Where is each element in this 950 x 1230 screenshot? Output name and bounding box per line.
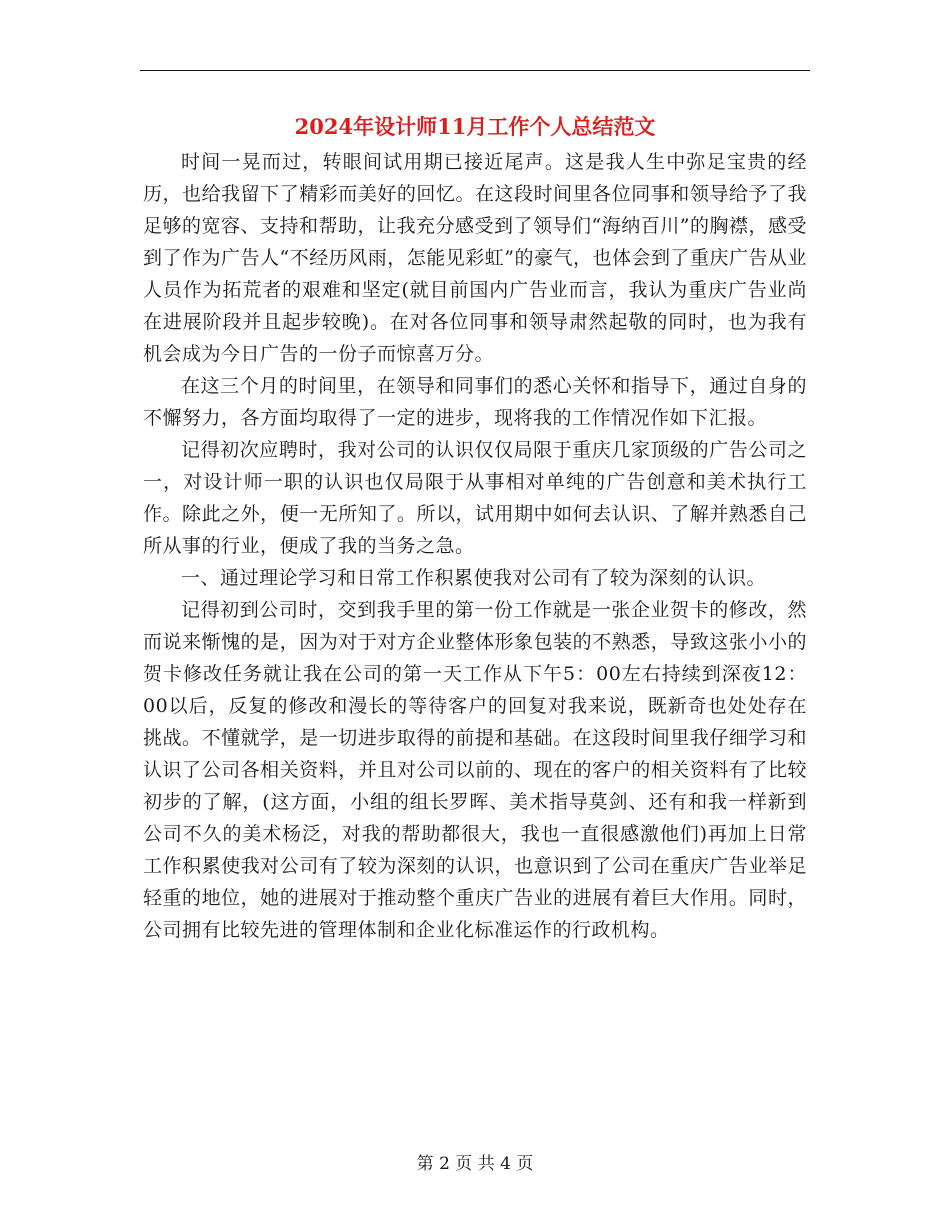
page-number: 第 2 页 共 4 页 [416,1154,534,1174]
paragraph: 时间一晃而过，转眼间试用期已接近尾声。这是我人生中弥足宝贵的经历，也给我留下了精彩而美好的回忆。在这段时间里各位同事和领导给予了我足够的宽容、支持和帮助，让我充分感受到了领导们“海纳百川”的胸襟，感受到了作为广告人“不经历风雨，怎能见彩虹”的豪气，也体会到了重庆广告从业人员作为拓荒者的艰难和坚定(就目前国内广告业而言，我认为重庆广告业尚在进展阶段并且起步较晚)。在对各位同事和领导肃然起敬的同时，也为我有机会成为今日广告的一份子而惊喜万分。 [143,151,807,365]
header-rule [140,70,810,71]
paragraph: 记得初次应聘时，我对公司的认识仅仅局限于重庆几家顶级的广告公司之一，对设计师一职的认识也仅局限于从事相对单纯的广告创意和美术执行工作。除此之外，便一无所知了。所以，试用期中如何去认识、了解并熟悉自己所从事的行业，便成了我的当务之急。 [143,439,807,557]
paragraph: 在这三个月的时间里，在领导和同事们的悉心关怀和指导下，通过自身的不懈努力，各方面均取得了一定的进步，现将我的工作情况作如下汇报。 [143,375,807,429]
document-body [143,146,807,946]
paragraph: 记得初到公司时，交到我手里的第一份工作就是一张企业贺卡的修改，然而说来惭愧的是，因为对于对方企业整体形象包装的不熟悉，导致这张小小的贺卡修改任务就让我在公司的第一天工作从下午5：00左右持续到深夜12：00以后，反复的修改和漫长的等待客户的回复对我来说，既新奇也处处存在挑战。不懂就学，是一切进步取得的前提和基础。在这段时间里我仔细学习和认识了公司各相关资料，并且对公司以前的、现在的客户的相关资料有了比较初步的了解，(这方面，小组的组长罗晖、美术指导莫剑、还有和我一样新到公司不久的美术杨泛，对我的帮助都很大，我也一直很感激他们)再加上日常工作积累使我对公司有了较为深刻的认识，也意识到了公司在重庆广告业举足轻重的地位，她的进展对于推动整个重庆广告业的进展有着巨大作用。同时，公司拥有比较先进的管理体制和企业化标准运作的行政机构。 [143,599,807,941]
section-heading: 一、通过理论学习和日常工作积累使我对公司有了较为深刻的认识。 [181,567,767,589]
document-title: 2024年设计师11月工作个人总结范文 [294,114,656,139]
